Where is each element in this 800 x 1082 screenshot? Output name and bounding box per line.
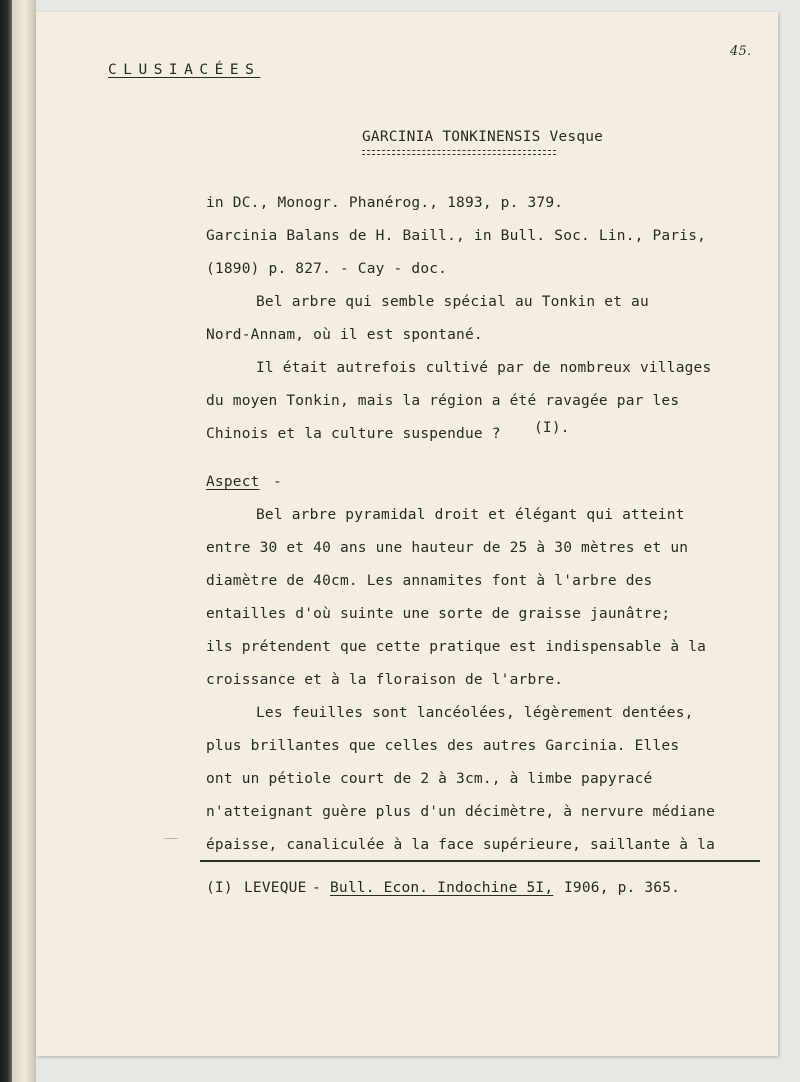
footnote-reference: (I). [534, 420, 570, 436]
title-double-underline [362, 150, 556, 155]
paragraph-line: Nord-Annam, où il est spontané. [206, 327, 483, 343]
paragraph-line: entailles d'où suinte une sorte de graisse jaunâtre; [206, 606, 671, 622]
family-heading: CLUSIACÉES [108, 62, 261, 78]
book-binding [0, 0, 12, 1082]
paragraph-line: Bel arbre pyramidal droit et élégant qui atteint [256, 507, 685, 523]
footnote-rule [200, 860, 760, 862]
paragraph-line: ont un pétiole court de 2 à 3cm., à limbe papyracé [206, 771, 653, 787]
footnote-marker: (I) [206, 880, 233, 896]
footnote-details: I906, p. 365. [564, 880, 681, 896]
footnote-dash: - [312, 880, 321, 896]
paragraph-line: du moyen Tonkin, mais la région a été ravagée par les [206, 393, 680, 409]
paragraph-line: ils prétendent que cette pratique est indispensable à la [206, 639, 707, 655]
adjacent-page-edge [12, 0, 36, 1082]
paragraph-line: Bel arbre qui semble spécial au Tonkin et au [256, 294, 649, 310]
paragraph-line: croissance et à la floraison de l'arbre. [206, 672, 564, 688]
section-heading-dash: - [273, 474, 282, 490]
typescript-page [36, 12, 778, 1056]
paragraph-line: n'atteignant guère plus d'un décimètre, à nervure médiane [206, 804, 715, 820]
paragraph-line: plus brillantes que celles des autres Garcinia. Elles [206, 738, 680, 754]
paragraph-line: épaisse, canaliculée à la face supérieure, saillante à la [206, 837, 715, 853]
reference-line: in DC., Monogr. Phanérog., 1893, p. 379. [206, 195, 564, 211]
margin-mark [164, 838, 178, 839]
paragraph-line: Il était autrefois cultivé par de nombreux villages [256, 360, 712, 376]
paragraph-line: diamètre de 40cm. Les annamites font à l'arbre des [206, 573, 653, 589]
footnote-author: LEVEQUE [244, 880, 307, 896]
paragraph-line: Chinois et la culture suspendue ? [206, 426, 501, 442]
synonym-line-2: (1890) p. 827. - Cay - doc. [206, 261, 448, 277]
paragraph-line: Les feuilles sont lancéolées, légèrement dentées, [256, 705, 694, 721]
footnote-journal: Bull. Econ. Indochine 5I, [330, 880, 554, 896]
species-title: GARCINIA TONKINENSIS Vesque [362, 129, 604, 145]
section-heading-aspect: Aspect [206, 474, 260, 490]
page-number: 45. [730, 44, 752, 59]
paragraph-line: entre 30 et 40 ans une hauteur de 25 à 30 mètres et un [206, 540, 689, 556]
synonym-line: Garcinia Balans de H. Baill., in Bull. Soc. Lin., Paris, [206, 228, 707, 244]
